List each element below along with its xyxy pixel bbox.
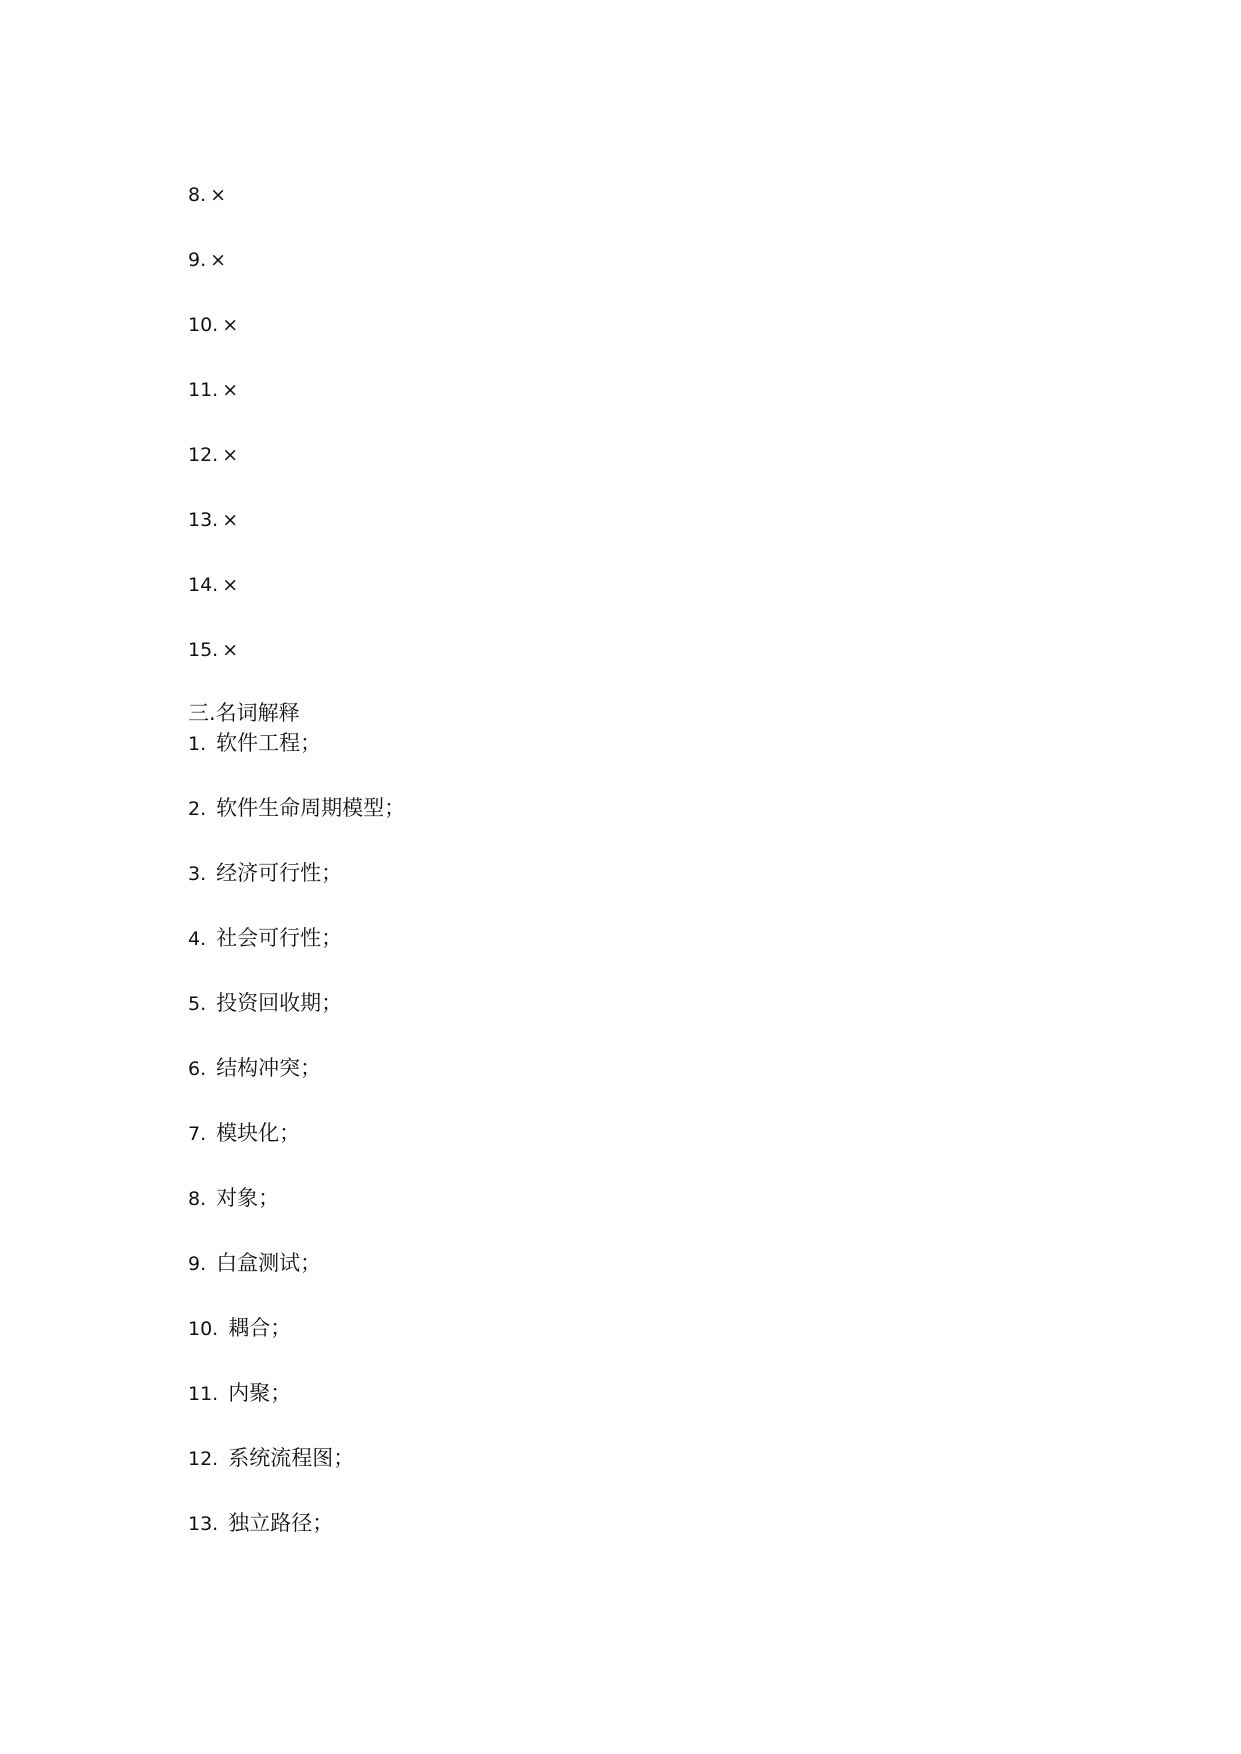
- term-number: 3.: [188, 863, 207, 885]
- answer-item: [188, 508, 1188, 532]
- answer-number: 11.: [188, 379, 219, 401]
- term-item: [188, 859, 1188, 887]
- term-number: 13.: [188, 1513, 219, 1535]
- wrong-mark: ×: [222, 509, 239, 531]
- term-item: [188, 1379, 1188, 1407]
- term-item: [188, 1314, 1188, 1342]
- answer-number: 9.: [188, 249, 207, 271]
- term-item: [188, 729, 1188, 757]
- term-number: 4.: [188, 928, 207, 950]
- term-item: [188, 794, 1188, 822]
- answer-number: 10.: [188, 314, 219, 336]
- term-number: 11.: [188, 1383, 219, 1405]
- term-number: 6.: [188, 1058, 207, 1080]
- answer-number: 13.: [188, 509, 219, 531]
- term-text: 独立路径；: [228, 1511, 334, 1535]
- answer-number: 15.: [188, 639, 219, 661]
- term-number: 9.: [188, 1253, 207, 1275]
- page-content: [188, 183, 1188, 1574]
- term-text: 模块化；: [216, 1121, 301, 1145]
- term-text: 对象；: [216, 1186, 280, 1210]
- answer-number: 8.: [188, 184, 207, 206]
- term-text: 结构冲突；: [216, 1056, 322, 1080]
- wrong-mark: ×: [210, 184, 227, 206]
- term-text: 内聚；: [228, 1381, 292, 1405]
- answer-item: [188, 378, 1188, 402]
- answer-item: [188, 248, 1188, 272]
- answer-item: [188, 443, 1188, 467]
- term-text: 软件生命周期模型；: [216, 796, 406, 820]
- term-number: 10.: [188, 1318, 219, 1340]
- answer-item: [188, 638, 1188, 662]
- term-text: 白盒测试；: [216, 1251, 322, 1275]
- term-item: [188, 924, 1188, 952]
- wrong-mark: ×: [222, 379, 239, 401]
- term-text: 经济可行性；: [216, 861, 343, 885]
- term-number: 7.: [188, 1123, 207, 1145]
- answer-item: [188, 573, 1188, 597]
- wrong-mark: ×: [222, 314, 239, 336]
- term-text: 耦合；: [228, 1316, 292, 1340]
- term-number: 8.: [188, 1188, 207, 1210]
- term-text: 软件工程；: [216, 731, 322, 755]
- term-item: [188, 989, 1188, 1017]
- answer-number: 14.: [188, 574, 219, 596]
- term-item: [188, 1184, 1188, 1212]
- term-item: [188, 1054, 1188, 1082]
- term-item: [188, 1249, 1188, 1277]
- term-item: [188, 1119, 1188, 1147]
- wrong-mark: ×: [222, 444, 239, 466]
- section-heading: 三.名词解释: [188, 701, 300, 725]
- term-text: 社会可行性；: [216, 926, 343, 950]
- term-text: 系统流程图；: [228, 1446, 355, 1470]
- wrong-mark: ×: [222, 639, 239, 661]
- term-number: 5.: [188, 993, 207, 1015]
- answer-item: [188, 183, 1188, 207]
- term-number: 12.: [188, 1448, 219, 1470]
- term-number: 2.: [188, 798, 207, 820]
- term-text: 投资回收期；: [216, 991, 343, 1015]
- term-item: [188, 1444, 1188, 1472]
- wrong-mark: ×: [222, 574, 239, 596]
- term-number: 1.: [188, 733, 207, 755]
- term-item: [188, 1509, 1188, 1537]
- wrong-mark: ×: [210, 249, 227, 271]
- answer-number: 12.: [188, 444, 219, 466]
- answer-item: [188, 313, 1188, 337]
